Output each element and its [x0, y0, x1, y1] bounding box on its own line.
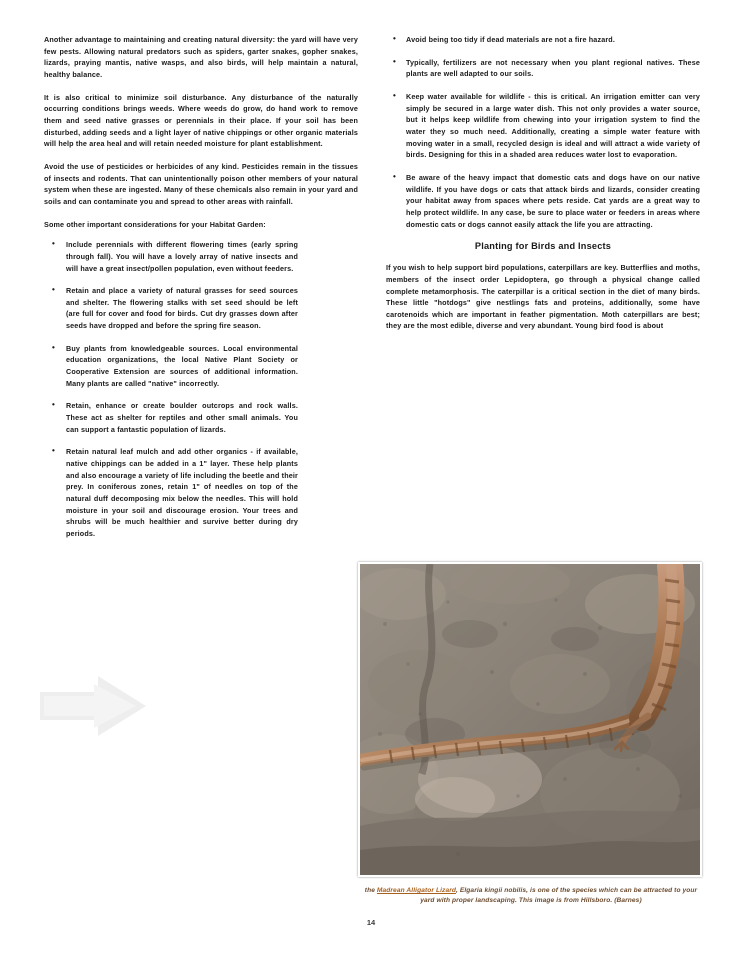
- list-item: • Keep water available for wildlife - this is critical. An irrigation emitter can very simply be secured in a large water dish. This not only provides a water source, but it helps keep wildlife from chewing into your irrigation system to find the water they so much need. Additionally, creating a simple water feature with moving water in a small, recycled design is ideal and will attract a wide variety of birds. Designing for this in a shaded area reduces water lost to evaporation.: [386, 91, 700, 161]
- list-item: • Include perennials with different flowering times (early spring through fall). You will have a lovely array of native insects and will have a great insect/pollen population, even without feeders.: [44, 239, 358, 274]
- list-item: • Retain natural leaf mulch and add other organics - if available, native chippings can be added in a 1" layer. These help plants and also encourage a variety of life including the beetle and their prey. In coniferous zones, retain 1" of needles on top of the natural duff decomposing mix below the needles. This will hold moisture in your soil and discourage erosion. Your trees and shrubs will be much healthier and survive better during dry periods.: [44, 446, 358, 539]
- figure-caption: [362, 886, 700, 906]
- paragraph-pesticides: Avoid the use of pesticides or herbicides of any kind. Pesticides remain in the tissues of insects and rodents. That can unintentionally poison other members of your natural system when these are ingested. Many of these chemicals also remain in your yard and soils and can contaminate you and spread to other areas with rainfall.: [44, 161, 358, 206]
- page-content: [44, 34, 700, 914]
- list-item: • Buy plants from knowledgeable sources. Local environmental education organizations, the local Native Plant Society or Cooperative Extension are sources of additional information. Many plants are called "native" incorrectly.: [44, 343, 358, 390]
- list-item: • Be aware of the heavy impact that domestic cats and dogs have on our native wildlife. If you have dogs or cats that attack birds and lizards, consider creating your habitat away from spaces where pets reside. Cat yards are a great way to help protect wildlife. In any case, be sure to place water or feeders in areas where domestic cats or dogs cannot easily attack the life you are attracting.: [386, 172, 700, 230]
- two-column-layout: [44, 34, 700, 551]
- paragraph-natural-diversity: Another advantage to maintaining and creating natural diversity: the yard will have very few pests. Allowing natural predators such as spiders, garter snakes, gopher snakes, lizards, praying mantis, native wasps, and also birds, will help maintain a natural, healthy balance.: [44, 35, 358, 79]
- lizard-photograph: [358, 562, 702, 877]
- list-item: • Retain and place a variety of natural grasses for seed sources and shelter. The flowering stalks with set seed should be left (are full for cover and food for birds. Cut dry grasses down after seeds have dropped and before the spring fire season.: [44, 285, 358, 332]
- list-item: • Retain, enhance or create boulder outcrops and rock walls. These act as shelter for reptiles and other small animals. You can support a fantastic population of lizards.: [44, 400, 358, 435]
- paragraph-soil-disturbance: It is also critical to minimize soil disturbance. Any disturbance of the naturally occurring conditions brings weeds. Where weeds do grow, do hand work to remove them and seed native grasses or perennials in their place. If your soil has been disturbed, adding seeds and a light layer of native chippings or other organic materials will help the area heal and will retain needed moisture for plant establishment.: [44, 92, 358, 149]
- paragraph-caterpillars: If you wish to help support bird populations, caterpillars are key. Butterflies and moths, members of the insect order Lepidoptera, go through a physical change called complete metamorphosis. The caterpillar is a critical section in the diet of many birds. These little "hotdogs" give nestlings fats and proteins, additionally, some have carotenoids which are important in feather pigmentation. Moth caterpillars are best; they are the most edible, diverse and very abundant. Young bird food is about: [386, 263, 700, 331]
- left-column: [44, 34, 358, 551]
- figure-photo-container: [358, 562, 702, 877]
- right-bullet-list: [386, 34, 700, 230]
- page-number: 14: [366, 918, 376, 927]
- arrow-watermark-icon: [40, 670, 160, 742]
- right-column: [386, 34, 700, 551]
- paragraph-considerations-intro: Some other important considerations for your Habitat Garden:: [44, 219, 266, 229]
- caption-rest: , Elgaria kingii nobilis, is one of the species which can be attracted to your yard with proper landscaping. This image is from Hillsboro. (Barnes): [420, 887, 698, 905]
- caption-species-link[interactable]: Madrean Alligator Lizard: [376, 887, 456, 894]
- list-item: • Avoid being too tidy if dead materials are not a fire hazard.: [386, 34, 700, 46]
- caption-prefix: the: [364, 887, 377, 894]
- list-item: • Typically, fertilizers are not necessary when you plant regional natives. These plants are well adapted to our soils.: [386, 57, 700, 80]
- section-heading-planting: Planting for Birds and Insects: [474, 241, 612, 252]
- lizard-photo-graphic: [360, 564, 700, 875]
- left-bullet-list: [44, 239, 358, 539]
